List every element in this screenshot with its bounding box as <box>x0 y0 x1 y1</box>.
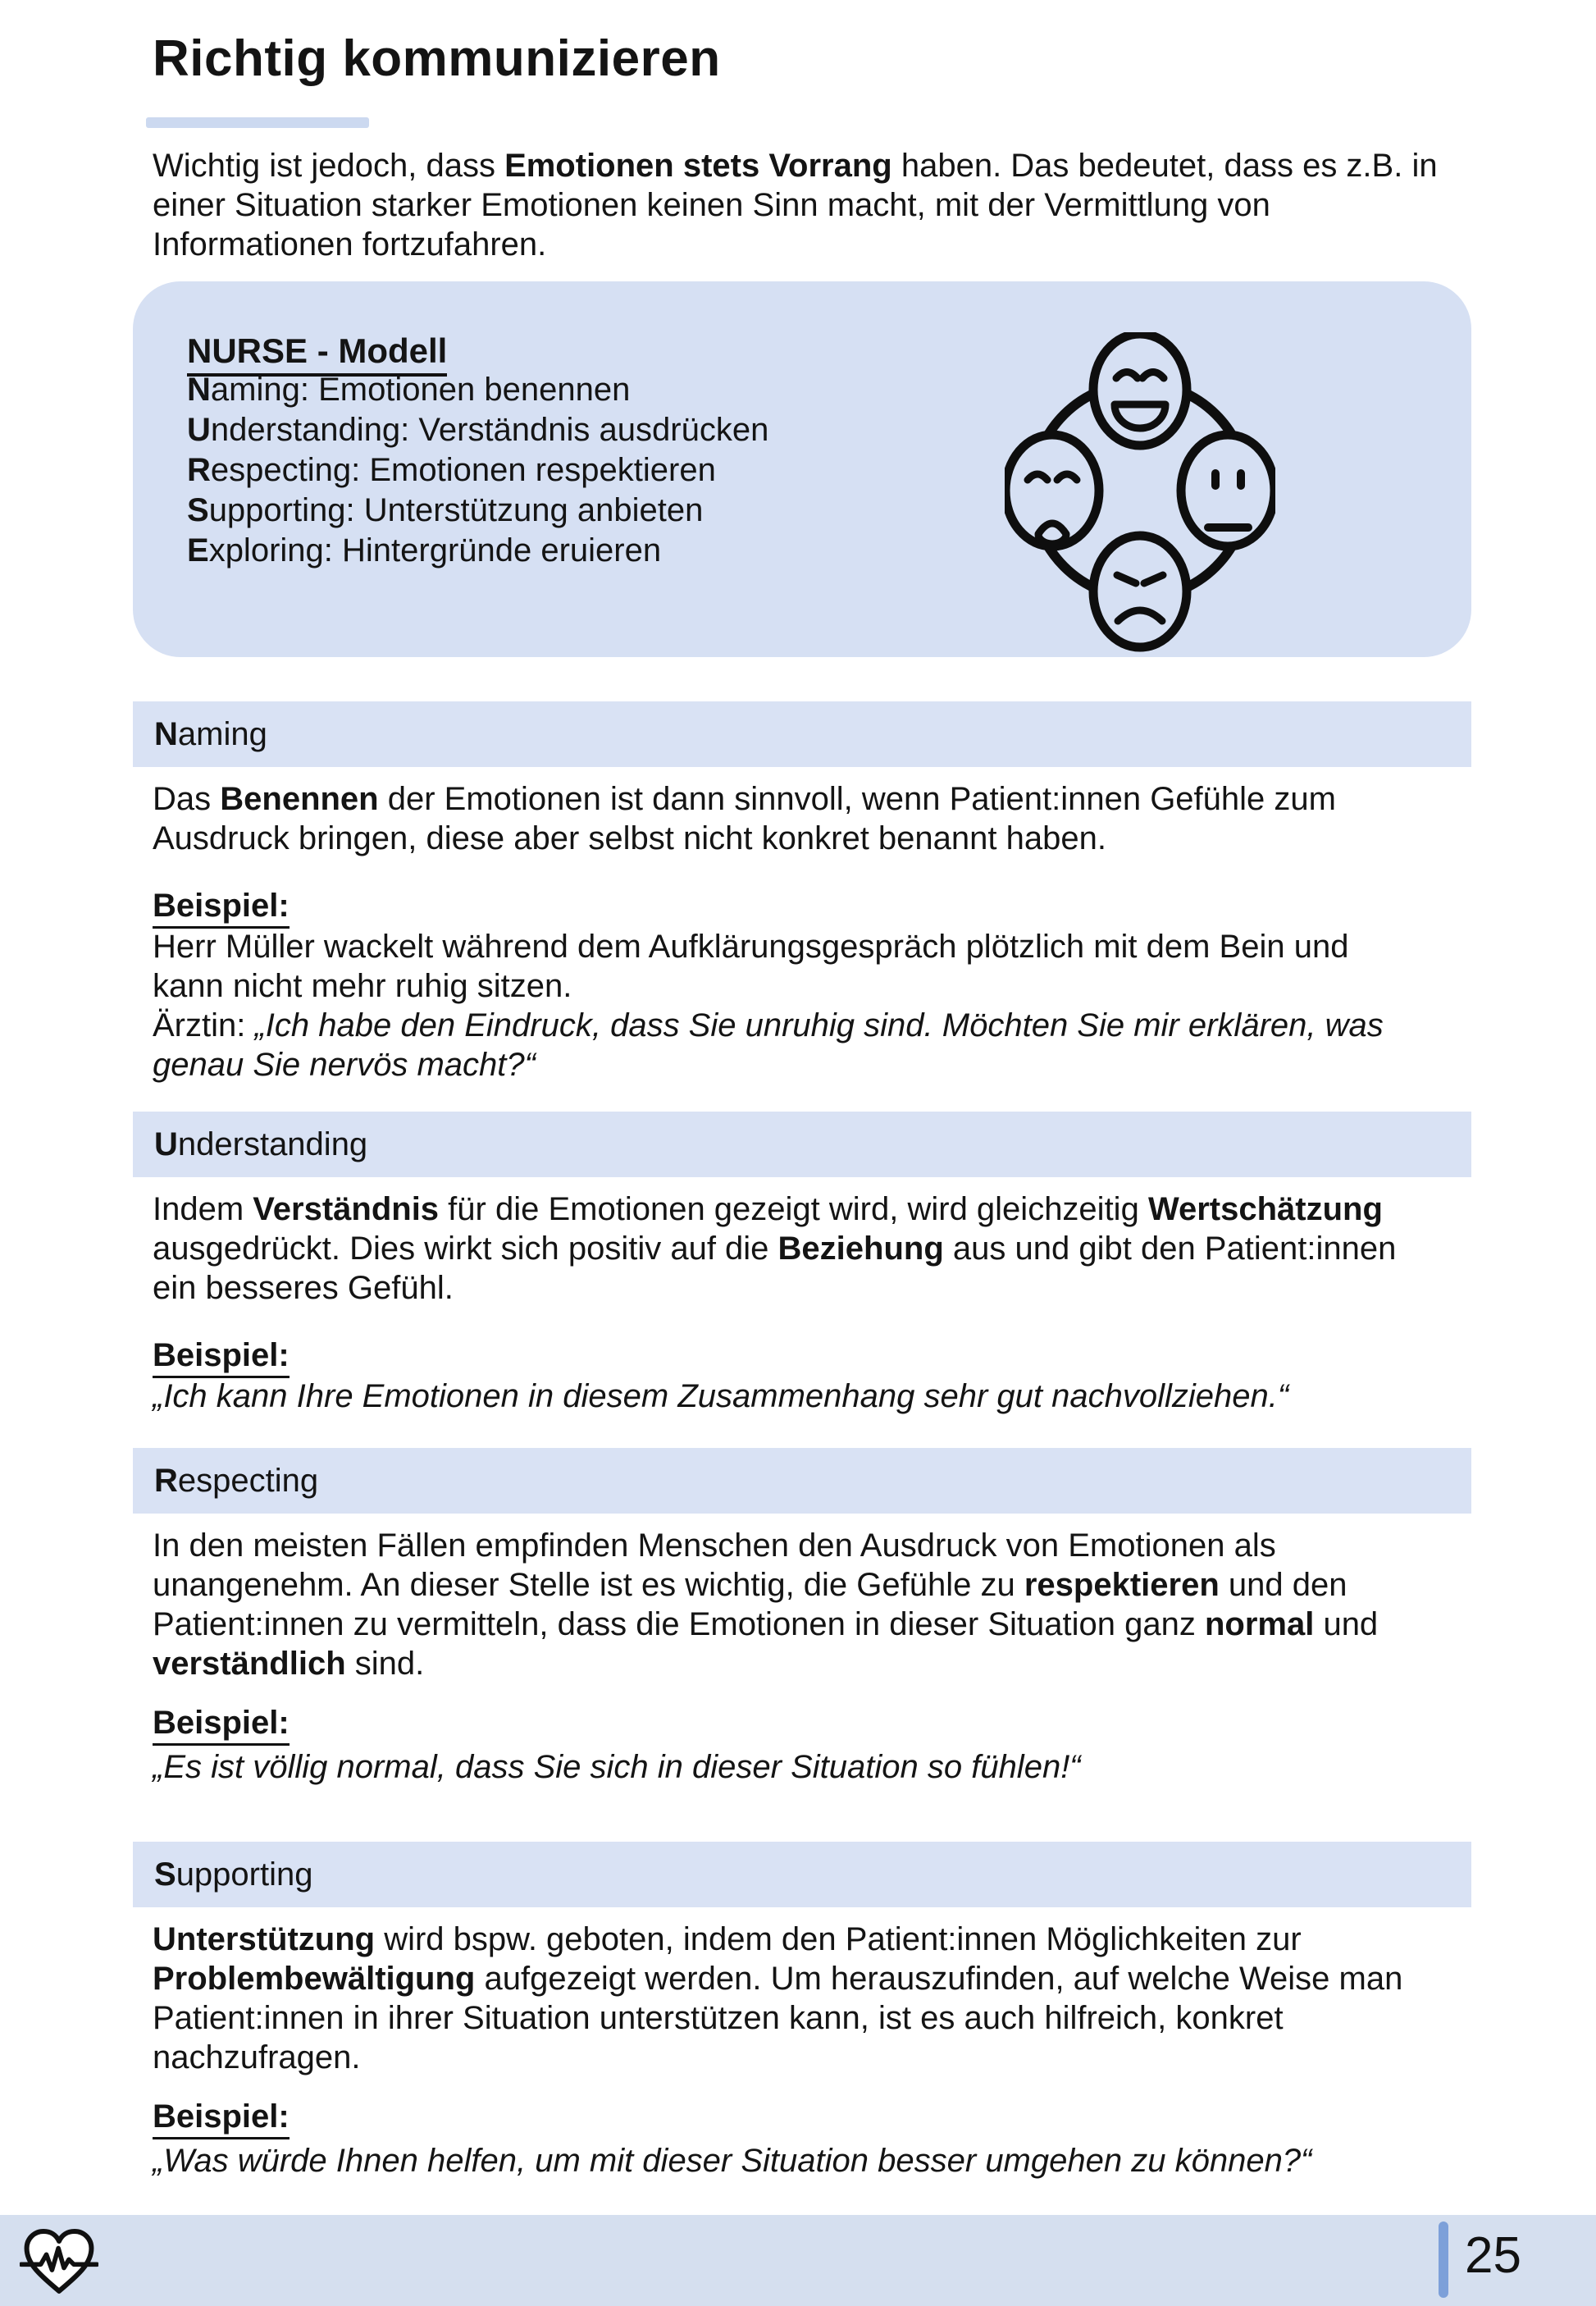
list-item-naming <box>187 370 768 410</box>
section-example-respecting: „Es ist völlig normal, dass Sie sich in dieser Situation so fühlen!“ <box>153 1749 1081 1785</box>
item-initial: N <box>187 372 211 408</box>
header-text: aming <box>177 715 267 752</box>
section-body-naming: Das Benennen der Emotionen ist dann sinnvoll, wenn Patient:innen Gefühle zum Ausdruck bringen, diese aber selbst nicht konkret benannt haben. <box>153 781 1336 856</box>
beispiel-label <box>153 888 290 929</box>
header-initial: S <box>154 1856 176 1893</box>
emotion-faces-icon <box>1005 332 1275 652</box>
item-text: xploring: Hintergründe eruieren <box>208 532 662 569</box>
beispiel-text: Beispiel: <box>153 2098 290 2139</box>
section-example-naming: Herr Müller wackelt während dem Aufklärungsgespräch plötzlich mit dem Bein und kann nicht mehr ruhig sitzen. Ärztin: „Ich habe den Eindruck, dass Sie unruhig sind. Möchten Sie mir erklären, was genau Sie nervös macht?“ <box>153 929 1384 1083</box>
beispiel-text: Beispiel: <box>153 1337 290 1378</box>
list-item-exploring <box>187 531 768 571</box>
header-text: especting <box>177 1462 319 1499</box>
item-text: nderstanding: Verständnis ausdrücken <box>210 412 769 448</box>
header-text: nderstanding <box>177 1126 368 1162</box>
item-initial: S <box>187 492 209 528</box>
section-body-supporting: Unterstützung wird bspw. geboten, indem den Patient:innen Möglichkeiten zur Problembewältigung aufgezeigt werden. Um herauszufinden, auf welche Weise man Patient:innen in ihrer Situation unterstützen kann, ist es auch hilfreich, konkret nachzufragen. <box>153 1921 1403 2075</box>
beispiel-label <box>153 1705 290 1746</box>
beispiel-text: Beispiel: <box>153 888 290 929</box>
section-header-naming <box>133 701 1471 767</box>
page-number: 25 <box>1465 2227 1521 2284</box>
item-initial: E <box>187 532 209 569</box>
header-text: upporting <box>176 1856 313 1893</box>
header-initial: N <box>154 715 178 752</box>
section-header-understanding <box>133 1112 1471 1177</box>
header-initial: U <box>154 1126 178 1162</box>
section-example-understanding: „Ich kann Ihre Emotionen in diesem Zusammenhang sehr gut nachvollziehen.“ <box>153 1378 1289 1414</box>
intro-paragraph: Wichtig ist jedoch, dass Emotionen stets Vorrang haben. Das bedeutet, dass es z.B. in einer Situation starker Emotionen keinen Sinn macht, mit der Vermittlung von Informationen fortzufahren. <box>153 148 1438 263</box>
heartbeat-icon <box>20 2225 98 2297</box>
page-title: Richtig kommunizieren <box>153 30 721 87</box>
beispiel-label <box>153 1337 290 1378</box>
section-body-respecting: In den meisten Fällen empfinden Menschen den Ausdruck von Emotionen als unangenehm. An dieser Stelle ist es wichtig, die Gefühle zu respektieren und den Patient:innen zu vermitteln, dass die Emotionen in dieser Situation ganz normal und verständlich sind. <box>153 1527 1379 1682</box>
beispiel-text: Beispiel: <box>153 1705 290 1746</box>
section-header-respecting <box>133 1448 1471 1514</box>
item-text: especting: Emotionen respektieren <box>210 452 716 488</box>
list-item-understanding <box>187 410 768 450</box>
page-number-accent-bar <box>1439 2222 1448 2298</box>
nurse-model-heading-text: NURSE - Modell <box>187 331 447 377</box>
title-underline <box>146 117 369 128</box>
section-header-supporting <box>133 1842 1471 1907</box>
item-initial: R <box>187 452 211 488</box>
item-text: aming: Emotionen benennen <box>210 372 631 408</box>
list-item-respecting <box>187 450 768 491</box>
item-initial: U <box>187 412 211 448</box>
list-item-supporting <box>187 491 768 531</box>
header-initial: R <box>154 1462 178 1499</box>
beispiel-label <box>153 2098 290 2139</box>
section-body-understanding: Indem Verständnis für die Emotionen gezeigt wird, wird gleichzeitig Wertschätzung ausgedrückt. Dies wirkt sich positiv auf die Beziehung aus und gibt den Patient:innen ein besseres Gefühl. <box>153 1191 1397 1306</box>
item-text: upporting: Unterstützung anbieten <box>208 492 704 528</box>
nurse-model-list <box>187 370 768 571</box>
footer-bar <box>0 2215 1596 2306</box>
section-example-supporting: „Was würde Ihnen helfen, um mit dieser Situation besser umgehen zu können?“ <box>153 2143 1312 2179</box>
